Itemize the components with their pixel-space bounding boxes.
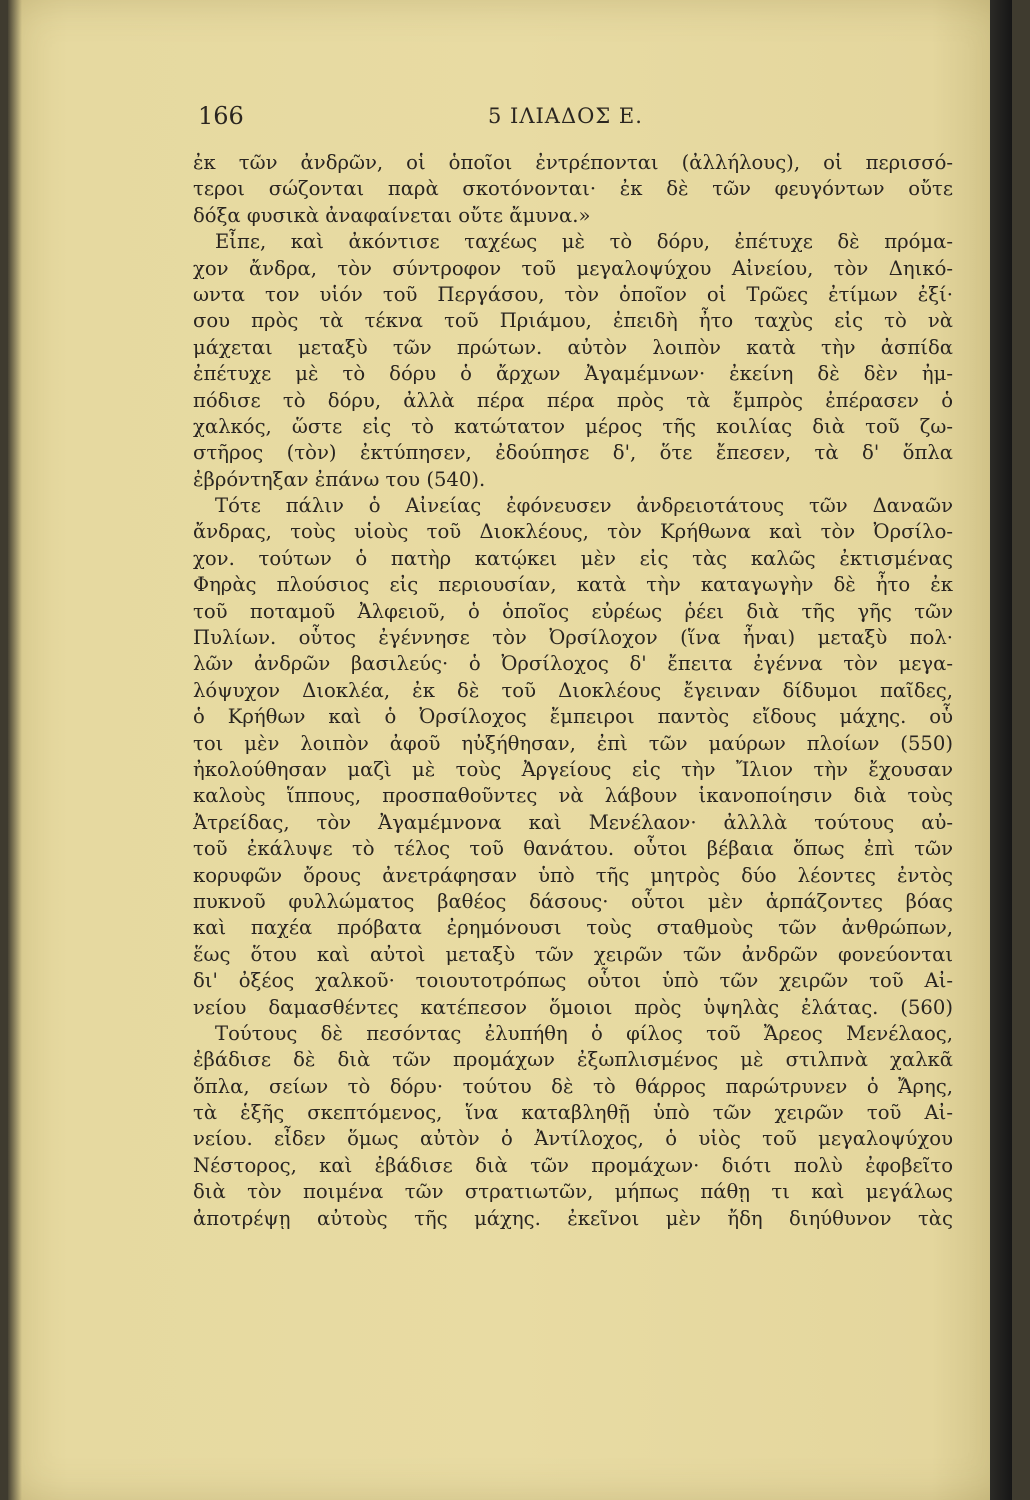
text-line: χον. τούτων ὁ πατὴρ κατῴκει μὲν εἰς τὰς καλῶς ἐκτισμένας [193,546,953,570]
text-line: τοῦ ποταμοῦ Ἀλφειοῦ, ὁ ὁποῖος εὐρέως ῥέει διὰ τῆς γῆς τῶν [193,599,953,623]
text-line: ἐπέτυχε μὲ τὸ δόρυ ὁ ἄρχων Ἀγαμέμνων· ἐκείνη δὲ δὲν ἠμ- [193,362,953,386]
text-line: καὶ παχέα πρόβατα ἐρημόνουσι τοὺς σταθμοὺς τῶν ἀνθρώπων, [193,916,953,940]
text-line: ἐβάδισε δὲ διὰ τῶν προμάχων ἐξωπλισμένος μὲ στιλπνὰ χαλκᾶ [193,1048,953,1072]
text-line: Νέστορος, καὶ ἐβάδισε διὰ τῶν προμάχων· διότι πολὺ ἐφοβεῖτο [193,1153,953,1177]
text-line: τοι μὲν λοιπὸν ἀφοῦ ηὐξήθησαν, ἐπὶ τῶν μαύρων πλοίων (550) [193,731,953,755]
page-header [198,102,978,136]
text-line: λόψυχον Διοκλέα, ἐκ δὲ τοῦ Διοκλέους ἔγειναν δίδυμοι παῖδες, [193,678,953,702]
text-line: ἀποτρέψῃ αὐτοὺς τῆς μάχης. ἐκεῖνοι μὲν ἤδη διηύθυνον τὰς [193,1206,953,1230]
book-binding-edge [990,0,1012,1500]
text-line: Τότε πάλιν ὁ Αἰνείας ἐφόνευσεν ἀνδρειοτάτους τῶν Δαναῶν [215,494,953,518]
book-page [8,0,1012,1500]
text-line: Ἀτρείδας, τὸν Ἀγαμέμνονα καὶ Μενέλαον· ἀλλλὰ τούτους αὐ- [193,810,953,834]
text-line: τὰ ἑξῆς σκεπτόμενος, ἵνα καταβληθῇ ὑπὸ τῶν χειρῶν τοῦ Αἰ- [193,1101,953,1125]
page-gutter-shadow [8,0,22,1500]
text-line: ἐβρόντηξαν ἐπάνω του (540). [193,467,486,491]
text-line: πυκνοῦ φυλλώματος βαθέος δάσους· οὗτοι μὲν ἁρπάζοντες βόας [193,889,953,913]
text-line: ὅπλα, σείων τὸ δόρυ· τούτου δὲ τὸ θάρρος παρώτρυνεν ὁ Ἄρης, [193,1074,953,1098]
text-line: ὁ Κρήθων καὶ ὁ Ὀρσίλοχος ἔμπειροι παντὸς εἴδους μάχης. οὗ [193,705,953,729]
text-line: διὰ τὸν ποιμένα τῶν στρατιωτῶν, μήπως πάθῃ τι καὶ μεγάλως [193,1180,953,1204]
text-line: λῶν ἀνδρῶν βασιλεύς· ὁ Ὀρσίλοχος δ' ἔπειτα ἐγέννα τὸν μεγα- [193,652,953,676]
text-line: Τούτους δὲ πεσόντας ἐλυπήθη ὁ φίλος τοῦ Ἄρεος Μενέλαος, [215,1021,953,1045]
text-line: ἄνδρας, τοὺς υἱοὺς τοῦ Διοκλέους, τὸν Κρήθωνα καὶ τὸν Ὀρσίλο- [193,520,953,544]
text-line: δόξα φυσικὰ ἀναφαίνεται οὔτε ἄμυνα.» [193,203,591,227]
text-line: καλοὺς ἵππους, προσπαθοῦντες νὰ λάβουν ἱκανοποίησιν διὰ τοὺς [193,784,953,808]
page-number: 166 [198,102,244,130]
text-line: πόδισε τὸ δόρυ, ἀλλὰ πέρα πέρα πρὸς τὰ ἔμπρὸς ἐπέρασεν ὁ [193,388,953,412]
text-line: σου πρὸς τὰ τέκνα τοῦ Πριάμου, ἐπειδὴ ἦτο ταχὺς εἰς τὸ νὰ [193,309,953,333]
running-head: 5 ΙΛΙΑΔΟΣ Ε. [488,104,643,128]
text-line: χαλκός, ὥστε εἰς τὸ κατώτατον μέρος τῆς κοιλίας διὰ τοῦ ζω- [193,414,953,438]
text-line: μάχεται μεταξὺ τῶν πρώτων. αὐτὸν λοιπὸν κατὰ τὴν ἀσπίδα [193,335,953,359]
text-line: νείου δαμασθέντες κατέπεσον ὅμοιοι πρὸς ὑψηλὰς ἐλάτας. (560) [193,995,953,1019]
text-line: ἠκολούθησαν μαζὶ μὲ τοὺς Ἀργείους εἰς τὴν Ἴλιον τὴν ἔχουσαν [193,757,953,781]
text-line: χον ἄνδρα, τὸν σύντροφον τοῦ μεγαλοψύχου Αἰνείου, τὸν Δηικό- [193,256,953,280]
text-line: ἕως ὅτου καὶ αὐτοὶ μεταξὺ τῶν χειρῶν τῶν ἀνδρῶν φονεύονται [193,942,953,966]
body-text [193,150,953,1232]
text-line: νείου. εἶδεν ὅμως αὐτὸν ὁ Ἀντίλοχος, ὁ υἱὸς τοῦ μεγαλοψύχου [193,1127,953,1151]
text-line: στῆρος (τὸν) ἐκτύπησεν, ἐδούπησε δ', ὅτε ἔπεσεν, τὰ δ' ὅπλα [193,441,953,465]
text-line: τεροι σώζονται παρὰ σκοτόνονται· ἐκ δὲ τῶν φευγόντων οὔτε [193,177,953,201]
text-line: Εἶπε, καὶ ἀκόντισε ταχέως μὲ τὸ δόρυ, ἐπέτυχε δὲ πρόμα- [215,230,953,254]
text-line: δι' ὀξέος χαλκοῦ· τοιουτοτρόπως οὗτοι ὑπὸ τῶν χειρῶν τοῦ Αἰ- [193,969,953,993]
text-line: κορυφῶν ὄρους ἀνετράφησαν ὑπὸ τῆς μητρὸς δύο λέοντες ἐντὸς [193,863,953,887]
text-line: ἐκ τῶν ἀνδρῶν, οἱ ὁποῖοι ἐντρέπονται (ἀλλήλους), οἱ περισσό- [193,151,953,174]
text-line: Φηρὰς πλούσιος εἰς περιουσίαν, κατὰ τὴν καταγωγὴν δὲ ἦτο ἐκ [193,573,953,597]
text-line: ωντα τον υἱόν τοῦ Περγάσου, τὸν ὁποῖον οἱ Τρῶες ἐτίμων ἐξί· [193,282,953,306]
text-line: τοῦ ἐκάλυψε τὸ τέλος τοῦ θανάτου. οὗτοι βέβαια ὅπως ἐπὶ τῶν [193,837,953,861]
text-line: Πυλίων. οὗτος ἐγέννησε τὸν Ὀρσίλοχον (ἵνα ἦναι) μεταξὺ πολ· [193,626,953,650]
